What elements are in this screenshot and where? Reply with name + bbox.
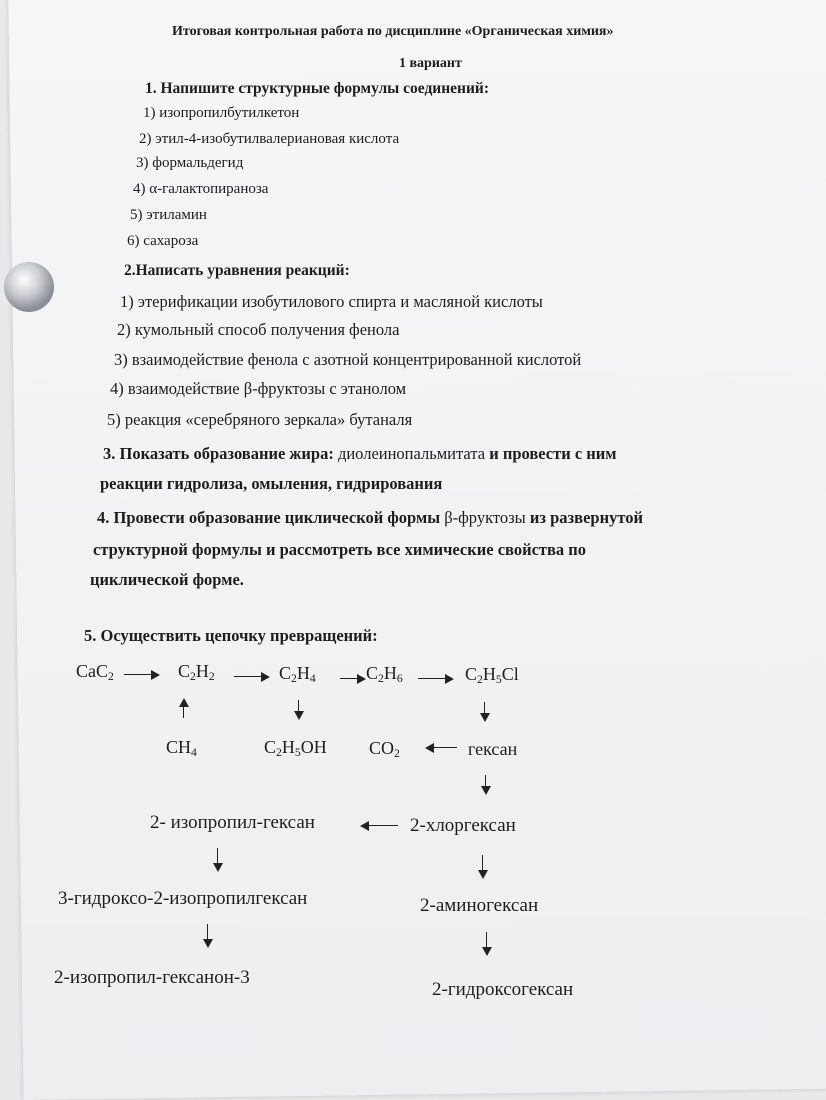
arrow-down [294,700,304,720]
arrow-right [234,670,270,684]
compound-c2h5oh: $C_2H_5OH$ [264,737,327,759]
arrow-left [425,741,457,755]
arrow-down [482,932,492,956]
q1-item: 1) изопропилбутилкетон [143,105,300,121]
q3-fat-name: диолеинопальмитата [337,444,486,463]
q2-item: 2) кумольный способ получения фенола [117,320,400,339]
q1-item: 5) этиламин [130,207,207,223]
q2-item: 5) реакция «серебряного зеркала» бутаналя [107,410,413,429]
q4-line1 [97,508,643,528]
q2-item: 1) этерификации изобутилового спирта и масляной кислоты [120,292,543,311]
compound-c2h5cl: $C_2H_5Cl$ [465,664,519,686]
arrow-left [360,819,398,833]
arrow-up [179,698,189,718]
q3-bold-end: и провести с ним [489,444,617,463]
q4-line2: структурной формулы и рассмотреть все химические свойства по [93,540,587,559]
compound-hexane: гексан [468,739,518,759]
variant-label: 1 вариант [399,56,462,71]
page-title: Итоговая контрольная работа по дисциплине «Органическая химия» [172,24,614,39]
q2-item: 4) взаимодействие β-фруктозы с этанолом [110,379,407,398]
arrow-right [124,668,160,682]
q1-item: 6) сахароза [127,233,199,249]
compound-c2h4: $C_2H_4$ [279,663,316,685]
compound-hydroxyhexane: 2-гидроксогексан [432,979,574,1000]
compound-cac2: CaC$_2$ [76,661,114,683]
compound-c2h2: $C_2H_2$ [178,661,215,683]
arrow-down [203,924,213,948]
arrow-right [418,672,454,686]
q1-item: 4) α-галактопираноза [133,181,269,197]
q1-heading: 1. Напишите структурные формулы соединений: [145,80,489,97]
compound-c2h6: $C_2H_6$ [366,663,403,685]
arrow-right [340,672,366,686]
q3-line1 [103,444,617,464]
q2-item: 3) взаимодействие фенола с азотной концентрированной кислотой [114,350,582,369]
arrow-down [481,775,491,795]
q3-line2: реакции гидролиза, омыления, гидрирования [100,474,443,493]
arrow-down [478,855,488,879]
compound-isopropyl-hexane: 2- изопропил-гексан [150,812,315,833]
q4-bold-start: 4. Провести образование циклической формы [97,508,441,527]
q1-item: 2) этил-4-изобутилвалериановая кислота [139,131,400,147]
compound-isopropyl-hexanone: 2-изопропил-гексанон-3 [54,967,250,988]
q2-heading: 2.Написать уравнения реакций: [124,262,350,279]
q5-heading: 5. Осуществить цепочку превращений: [84,626,378,645]
arrow-down [213,848,223,872]
compound-ch4: $CH_4$ [166,737,197,759]
compound-aminohexane: 2-аминогексан [420,895,539,916]
compound-chlorohexane: 2-хлоргексан [410,815,516,836]
q4-bold-end: из развернутой [529,508,643,527]
arrow-down [480,702,490,722]
compound-hydroxo-isopropylhexane: 3-гидроксо-2-изопропилгексан [58,888,308,909]
q4-sugar-name: β-фруктозы [444,508,526,527]
q1-item: 3) формальдегид [136,155,244,171]
q3-bold-start: 3. Показать образование жира: [103,444,334,463]
water-droplet [4,262,54,312]
compound-co2: $CO_2$ [369,738,400,760]
q4-line3: циклической форме. [90,570,244,589]
